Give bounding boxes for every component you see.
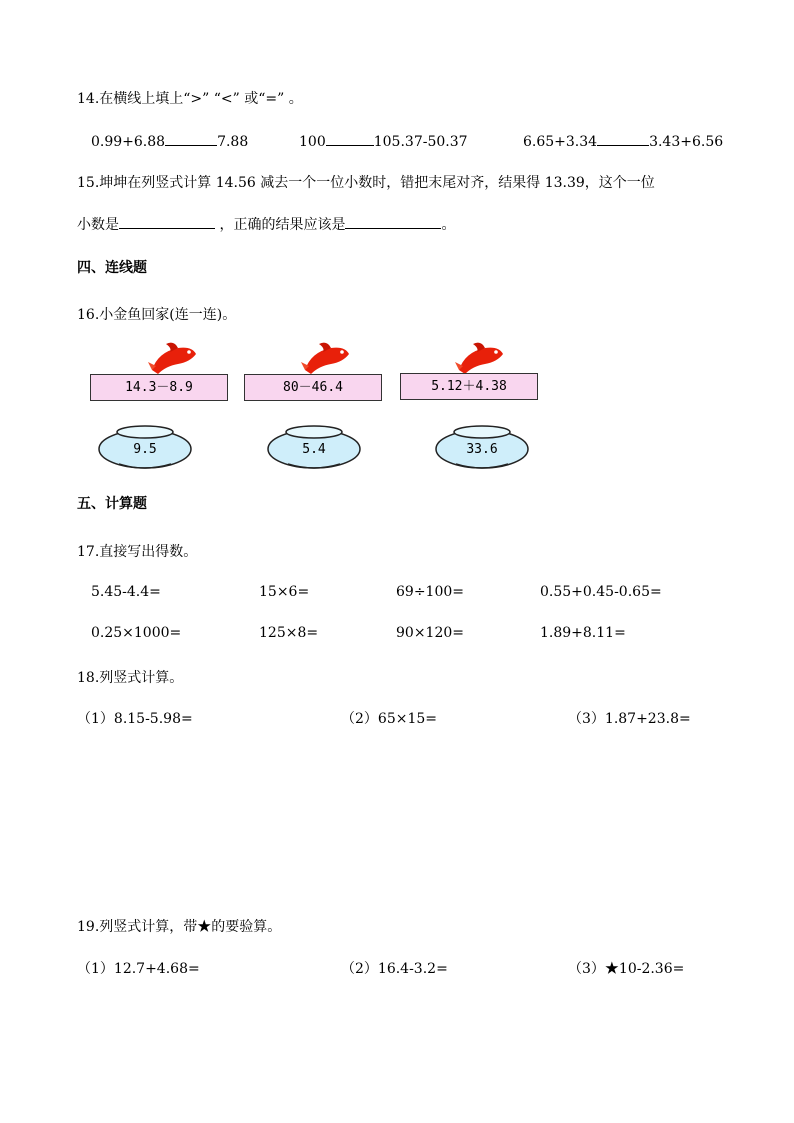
q15-line-1: 15.坤坤在列竖式计算 14.56 减去一个一位小数时，错把末尾对齐，结果得 13.39，这个一位: [77, 175, 655, 191]
q17-title: 17.直接写出得数。: [77, 544, 198, 560]
section-5-heading: 五、计算题: [77, 496, 147, 512]
q14-item-1: [91, 131, 248, 150]
goldfish-icon: [455, 340, 505, 376]
goldfish-icon: [301, 340, 351, 376]
fish-expression-2[interactable]: 80－46.4: [244, 374, 382, 401]
bowl-value-1: 9.5: [133, 442, 157, 457]
q17-r2-c3: 90×120=: [396, 625, 464, 641]
q14-item-2: [299, 131, 468, 150]
q14-item-2-left: 100: [299, 134, 326, 150]
q17-r2-c4: 1.89+8.11=: [540, 625, 626, 641]
q14-item-3: [523, 131, 723, 150]
q14-item-2-right: 105.37-50.37: [373, 134, 468, 150]
q19-title: 19.列竖式计算，带★的要验算。: [77, 919, 282, 935]
goldfish-icon: [148, 340, 198, 376]
q17-r1-c3: 69÷100=: [396, 584, 464, 600]
q15-line-2-c: 。: [441, 217, 456, 233]
q15-line-2-a: 小数是: [77, 217, 119, 233]
q15-blank-2[interactable]: [345, 214, 441, 229]
q15-line-2: [77, 214, 455, 234]
q18-item-3: （3）1.87+23.8=: [568, 711, 691, 727]
q14-item-1-blank[interactable]: [165, 131, 217, 146]
q14-item-3-right: 3.43+6.56: [649, 134, 724, 150]
q18-item-2: （2）65×15=: [341, 711, 437, 727]
q14-item-1-right: 7.88: [217, 134, 249, 150]
q17-r2-c2: 125×8=: [259, 625, 319, 641]
q16-title: 16.小金鱼回家(连一连)。: [77, 307, 237, 323]
q17-r1-c1: 5.45-4.4=: [91, 584, 161, 600]
q18-title: 18.列竖式计算。: [77, 670, 184, 686]
bowl-value-3: 33.6: [466, 442, 498, 457]
q14-item-1-left: 0.99+6.88: [91, 134, 166, 150]
q17-r2-c1: 0.25×1000=: [91, 625, 182, 641]
q18-item-1: （1）8.15-5.98=: [77, 711, 193, 727]
q14-item-3-left: 6.65+3.34: [523, 134, 598, 150]
q14-item-2-blank[interactable]: [326, 131, 374, 146]
q14-item-3-blank[interactable]: [597, 131, 649, 146]
q17-r1-c4: 0.55+0.45-0.65=: [540, 584, 662, 600]
q14-title: 14.在横线上填上“>” “<” 或“=” 。: [77, 91, 303, 107]
bowl-value-2: 5.4: [302, 442, 326, 457]
q15-blank-1[interactable]: [119, 214, 215, 229]
fish-expression-1[interactable]: 14.3－8.9: [90, 374, 228, 401]
q19-item-1: （1）12.7+4.68=: [77, 961, 200, 977]
fish-expression-3[interactable]: 5.12＋4.38: [400, 373, 538, 400]
q19-item-2: （2）16.4-3.2=: [341, 961, 448, 977]
section-4-heading: 四、连线题: [77, 260, 147, 276]
q15-line-2-b: ，正确的结果应该是: [219, 217, 346, 233]
q17-r1-c2: 15×6=: [259, 584, 310, 600]
q19-item-3: （3）★10-2.36=: [568, 961, 685, 977]
